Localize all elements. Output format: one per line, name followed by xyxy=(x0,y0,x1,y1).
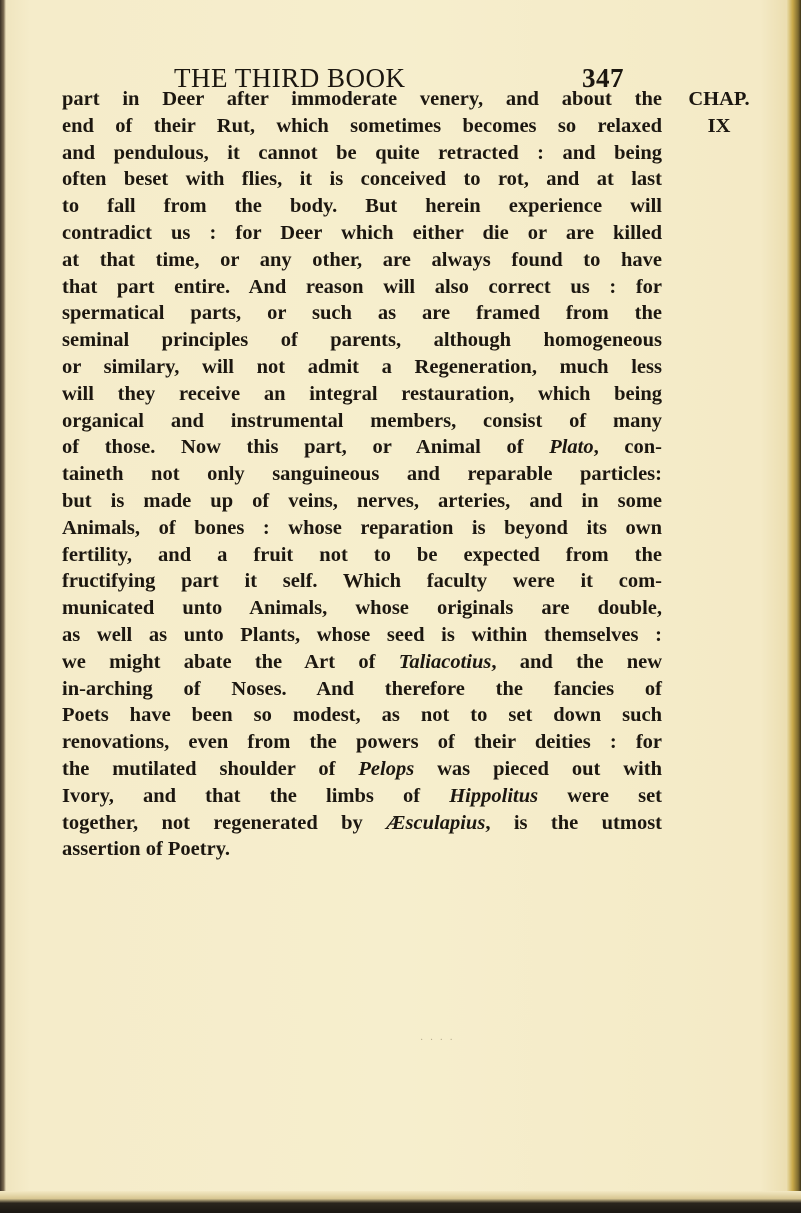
page-fore-edge xyxy=(787,0,801,1213)
line-segment: were set xyxy=(538,784,662,807)
line-segment: spermatical parts, or such as are framed from the xyxy=(62,302,662,325)
line-segment: together, not regenerated by xyxy=(62,811,387,834)
text-line xyxy=(62,113,662,140)
line-segment: was pieced out with xyxy=(414,757,662,780)
line-segment: we might abate the Art of xyxy=(62,650,399,673)
line-segment: seminal principles of parents, although homogeneous xyxy=(62,329,662,352)
italic-name: Æsculapius xyxy=(386,811,486,834)
running-head-title: THE THIRD BOOK xyxy=(174,63,406,93)
line-segment: organical and instrumental members, consist of many xyxy=(62,409,662,432)
text-line xyxy=(62,140,662,167)
margin-chapter-label: CHAP. xyxy=(688,88,750,110)
italic-name: Hippolitus xyxy=(449,784,539,807)
text-line xyxy=(62,86,662,113)
text-line xyxy=(62,434,662,461)
text-line xyxy=(62,810,662,837)
text-line xyxy=(62,247,662,274)
line-segment: part in Deer after immoderate venery, and about the xyxy=(62,88,662,110)
line-segment: , is the utmost xyxy=(485,811,663,834)
line-segment: often beset with flies, it is conceived to rot, and at last xyxy=(62,168,662,191)
text-line xyxy=(62,220,662,247)
line-segment: that part entire. And reason will also correct us : for xyxy=(62,275,662,298)
italic-name: Plato xyxy=(549,436,594,459)
text-line xyxy=(62,327,662,354)
page-bottom-edge xyxy=(0,1191,801,1213)
text-line xyxy=(62,756,662,783)
line-segment: fertility, and a fruit not to be expected from the xyxy=(62,543,662,566)
text-line xyxy=(62,354,662,381)
line-segment: assertion of Poetry. xyxy=(62,838,230,861)
margin-chapter-number: IX xyxy=(707,114,731,137)
line-segment: , con- xyxy=(593,436,662,459)
text-line xyxy=(62,649,662,676)
text-line xyxy=(62,274,662,301)
text-line xyxy=(62,568,662,595)
page-number: 347 xyxy=(582,63,624,93)
italic-name: Taliacotius xyxy=(398,650,492,673)
text-line xyxy=(62,408,662,435)
text-line xyxy=(62,166,662,193)
text-line xyxy=(62,622,662,649)
line-segment: contradict us : for Deer which either die or are killed xyxy=(62,221,662,244)
text-line xyxy=(62,381,662,408)
line-segment: and pendulous, it cannot be quite retracted : and being xyxy=(62,141,662,164)
line-segment: Ivory, and that the limbs of xyxy=(62,784,450,807)
line-segment: or similary, will not admit a Regeneration, much less xyxy=(62,355,662,378)
text-line xyxy=(62,836,662,863)
text-line xyxy=(62,488,662,515)
body-text xyxy=(62,86,662,863)
line-segment: renovations, even from the powers of their deities : for xyxy=(62,731,662,754)
line-segment: Animals, of bones : whose reparation is beyond its own xyxy=(62,516,662,539)
line-segment: end of their Rut, which sometimes becomes so relaxed xyxy=(62,114,662,137)
line-segment: , and the new xyxy=(491,650,663,673)
page-gutter-shadow xyxy=(0,0,6,1213)
line-segment: at that time, or any other, are always found to have xyxy=(62,248,662,271)
line-segment: Poets have been so modest, as not to set down such xyxy=(62,704,662,727)
line-segment: in-arching of Noses. And therefore the fancies of xyxy=(62,677,662,700)
text-line xyxy=(62,461,662,488)
paper-specks: · · · · xyxy=(420,1035,455,1046)
line-segment: taineth not only sanguineous and reparable particles: xyxy=(62,463,662,486)
line-segment: municated unto Animals, whose originals are double, xyxy=(62,597,662,620)
text-line xyxy=(62,783,662,810)
line-segment: but is made up of veins, nerves, arteries, and in some xyxy=(62,489,662,512)
line-segment: fructifying part it self. Which faculty were it com- xyxy=(62,570,662,593)
text-line xyxy=(62,515,662,542)
line-segment: will they receive an integral restauration, which being xyxy=(62,382,662,405)
line-segment: of those. Now this part, or Animal of xyxy=(62,436,550,459)
text-line xyxy=(62,595,662,622)
italic-name: Pelops xyxy=(358,757,415,780)
text-line xyxy=(62,676,662,703)
line-segment: as well as unto Plants, whose seed is within themselves : xyxy=(62,623,662,646)
line-segment: the mutilated shoulder of xyxy=(62,757,359,780)
text-line xyxy=(62,729,662,756)
text-line xyxy=(62,542,662,569)
line-segment: to fall from the body. But herein experience will xyxy=(62,195,662,218)
text-line xyxy=(62,193,662,220)
text-line xyxy=(62,702,662,729)
text-line xyxy=(62,300,662,327)
